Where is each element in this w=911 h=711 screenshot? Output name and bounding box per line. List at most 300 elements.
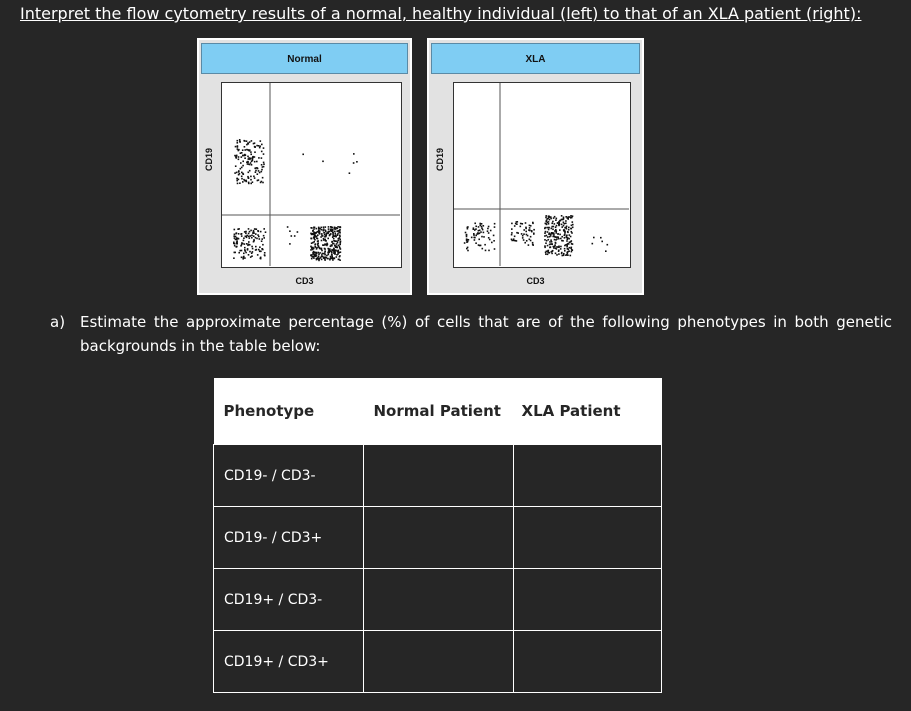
xla-dot — [511, 232, 513, 234]
normal-dot — [333, 257, 335, 259]
xla-dot — [525, 227, 527, 229]
xla-dot — [555, 230, 557, 232]
normal-dot — [312, 252, 314, 254]
normal-dot — [330, 234, 332, 236]
normal-dot — [233, 257, 235, 259]
normal-dot — [241, 167, 243, 169]
xla-dot — [563, 222, 565, 224]
xla-dot — [560, 248, 562, 250]
xla-dot — [515, 223, 517, 225]
normal-dot — [331, 258, 333, 260]
normal-dot — [249, 150, 251, 152]
xla-dot — [554, 244, 556, 246]
xla-dot — [567, 237, 569, 239]
xla-dot — [568, 227, 570, 229]
normal-dot — [321, 259, 323, 261]
normal-dot — [233, 242, 235, 244]
normal-dot — [255, 171, 257, 173]
normal-dot — [251, 237, 253, 239]
normal-dot — [260, 140, 262, 142]
normal-dot — [239, 139, 241, 141]
xla-dot — [493, 240, 495, 242]
normal-dot — [329, 249, 331, 251]
normal-dot — [315, 255, 317, 257]
xla-dot — [523, 233, 525, 235]
normal-dot — [258, 157, 260, 159]
normal-dot — [249, 251, 251, 253]
normal-dot — [318, 260, 320, 262]
xla-dot — [513, 240, 515, 242]
normal-dot — [315, 232, 317, 234]
normal-dot — [248, 172, 250, 174]
xla-dot — [550, 239, 552, 241]
normal-dot — [328, 228, 330, 230]
normal-dot — [310, 246, 312, 248]
xla-dot — [547, 245, 549, 247]
normal-dot — [335, 233, 337, 235]
normal-dot — [248, 183, 250, 185]
normal-dot — [246, 140, 248, 142]
normal-dot — [323, 238, 325, 240]
normal-dot — [336, 240, 338, 242]
normal-dot — [235, 165, 237, 167]
normal-dot — [245, 236, 247, 238]
xla-dot — [564, 235, 566, 237]
normal-dot — [241, 233, 243, 235]
normal-dot — [324, 250, 326, 252]
xla-dot — [571, 247, 573, 249]
normal-dot — [247, 143, 249, 145]
xla-dot — [475, 235, 477, 237]
xla-dot — [549, 236, 551, 238]
normal-dot — [261, 181, 263, 183]
xla-dot — [466, 236, 468, 238]
normal-dot — [238, 149, 240, 151]
xla-dot — [549, 247, 551, 249]
normal-dot — [242, 243, 244, 245]
normal-dot — [302, 154, 304, 156]
xla-dot — [548, 227, 550, 229]
xla-dot — [555, 219, 557, 221]
xla-dot — [545, 215, 547, 217]
xla-dot — [533, 229, 535, 231]
xla-dot — [465, 232, 467, 234]
xla-dot — [558, 225, 560, 227]
xla-dot — [491, 242, 493, 244]
normal-dot — [238, 159, 240, 161]
normal-dot — [319, 252, 321, 254]
normal-dot — [251, 164, 253, 166]
normal-answer-cell[interactable] — [364, 445, 514, 507]
xla-dot — [558, 222, 560, 224]
xla-dot — [570, 236, 572, 238]
normal-dot — [323, 228, 325, 230]
normal-dot — [316, 237, 318, 239]
normal-dot — [250, 176, 252, 178]
normal-dot — [310, 249, 312, 251]
normal-dot — [255, 233, 257, 235]
xla-dot — [517, 221, 519, 223]
normal-answer-cell[interactable] — [364, 569, 514, 631]
xla-dot — [572, 224, 574, 226]
normal-dot — [332, 232, 334, 234]
normal-dot — [336, 247, 338, 249]
normal-dot — [248, 236, 250, 238]
normal-dot — [253, 232, 255, 234]
normal-dot — [289, 230, 291, 232]
normal-dot — [356, 161, 358, 163]
xla-dot — [474, 223, 476, 225]
normal-dot — [318, 255, 320, 257]
xla-dot — [547, 254, 549, 256]
normal-dot — [318, 230, 320, 232]
xla-dot — [478, 230, 480, 232]
normal-dot — [340, 242, 342, 244]
xla-dot — [466, 234, 468, 236]
normal-dot — [248, 233, 250, 235]
normal-dot — [247, 156, 249, 158]
xla-dot — [565, 223, 567, 225]
xla-dot — [544, 239, 546, 241]
xla-dot — [544, 232, 546, 234]
xla-dot — [569, 247, 571, 249]
xla-dot — [478, 239, 480, 241]
normal-dot — [317, 240, 319, 242]
normal-dot — [239, 141, 241, 143]
xla-dot — [555, 242, 557, 244]
xla-dot — [483, 236, 485, 238]
normal-dot — [261, 248, 263, 250]
xla-answer-cell[interactable] — [514, 569, 662, 631]
normal-dot — [340, 251, 342, 253]
xla-dot — [532, 244, 534, 246]
xla-dot — [548, 239, 550, 241]
normal-dot — [331, 252, 333, 254]
normal-dot — [330, 246, 332, 248]
xla-dot — [548, 229, 550, 231]
normal-dot — [339, 235, 341, 237]
normal-dot — [248, 177, 250, 179]
normal-answer-cell[interactable] — [364, 507, 514, 569]
normal-dot — [234, 252, 236, 254]
normal-dot — [338, 250, 340, 252]
normal-dot — [333, 228, 335, 230]
xla-dot — [488, 226, 490, 228]
normal-dot — [331, 241, 333, 243]
normal-x-axis-label: CD3 — [295, 276, 314, 286]
normal-dot — [338, 240, 340, 242]
normal-dot — [234, 237, 236, 239]
xla-dot — [545, 252, 547, 254]
xla-dot — [549, 244, 551, 246]
normal-dot — [257, 254, 259, 256]
normal-dot — [332, 229, 334, 231]
normal-dot — [256, 228, 258, 230]
normal-dot — [258, 236, 260, 238]
normal-dot — [241, 235, 243, 237]
normal-dot — [234, 234, 236, 236]
normal-dot — [248, 228, 250, 230]
xla-dot — [488, 237, 490, 239]
normal-dot — [313, 238, 315, 240]
normal-dot — [321, 254, 323, 256]
normal-dot — [236, 241, 238, 243]
xla-dot — [520, 226, 522, 228]
normal-dot — [337, 242, 339, 244]
normal-dot — [262, 244, 264, 246]
xla-dot — [563, 230, 565, 232]
normal-dot — [249, 170, 251, 172]
normal-dot — [243, 240, 245, 242]
xla-dot — [556, 238, 558, 240]
normal-dot — [258, 231, 260, 233]
xla-dot — [553, 246, 555, 248]
xla-dot — [554, 236, 556, 238]
xla-dot — [557, 222, 559, 224]
xla-dot — [571, 225, 573, 227]
normal-dot — [319, 248, 321, 250]
normal-dot — [238, 233, 240, 235]
normal-dot — [324, 259, 326, 261]
xla-dot — [478, 226, 480, 228]
xla-dot — [547, 251, 549, 253]
normal-dot — [238, 179, 240, 181]
xla-answer-cell[interactable] — [514, 445, 662, 507]
normal-dot — [244, 243, 246, 245]
normal-dot — [257, 234, 259, 236]
xla-dot — [471, 237, 473, 239]
normal-dot — [339, 237, 341, 239]
normal-dot — [256, 238, 258, 240]
normal-dot — [349, 172, 351, 174]
normal-dot — [241, 172, 243, 174]
xla-dot — [552, 221, 554, 223]
normal-dot — [328, 226, 330, 228]
normal-dot — [316, 228, 318, 230]
normal-dot — [236, 243, 238, 245]
normal-dot — [261, 144, 263, 146]
normal-dot — [250, 162, 252, 164]
normal-flow-plot — [197, 38, 412, 295]
normal-dot — [265, 231, 267, 233]
normal-answer-cell[interactable] — [364, 631, 514, 693]
normal-dot — [254, 146, 256, 148]
normal-dot — [322, 253, 324, 255]
normal-dot — [339, 255, 341, 257]
xla-dot — [563, 253, 565, 255]
xla-dot — [563, 218, 565, 220]
xla-dot — [524, 242, 526, 244]
normal-dot — [325, 226, 327, 228]
normal-dot — [254, 177, 256, 179]
normal-dot — [260, 231, 262, 233]
normal-dot — [242, 155, 244, 157]
xla-dot — [552, 232, 554, 234]
xla-dot — [522, 237, 524, 239]
normal-dot — [249, 141, 251, 143]
xla-dot — [477, 232, 479, 234]
xla-dot — [525, 222, 527, 224]
xla-dot — [564, 245, 566, 247]
instructions-heading: Interpret the flow cytometry results of a normal, healthy individual (left) to that of an XLA patient (right): — [20, 4, 862, 23]
xla-dot — [558, 246, 560, 248]
xla-dot — [566, 245, 568, 247]
normal-y-axis-label: CD19 — [204, 147, 214, 171]
xla-dot — [555, 232, 557, 234]
xla-answer-cell[interactable] — [514, 631, 662, 693]
normal-dot — [253, 240, 255, 242]
normal-dot — [249, 159, 251, 161]
normal-dot — [251, 246, 253, 248]
normal-dot — [323, 230, 325, 232]
xla-dot — [547, 236, 549, 238]
normal-dot — [312, 256, 314, 258]
normal-dot — [332, 243, 334, 245]
xla-dot — [545, 220, 547, 222]
xla-answer-cell[interactable] — [514, 507, 662, 569]
normal-dot — [248, 254, 250, 256]
xla-dot — [544, 247, 546, 249]
normal-dot — [251, 140, 253, 142]
normal-dot — [325, 244, 327, 246]
normal-dot — [243, 256, 245, 258]
normal-dot — [334, 231, 336, 233]
xla-dot — [569, 234, 571, 236]
xla-dot — [551, 241, 553, 243]
normal-dot — [246, 243, 248, 245]
xla-dot — [561, 224, 563, 226]
normal-dot — [334, 251, 336, 253]
normal-scatter-svg — [222, 83, 400, 266]
normal-dot — [313, 241, 315, 243]
xla-dot — [479, 232, 481, 234]
normal-dot — [255, 237, 257, 239]
normal-dot — [252, 160, 254, 162]
normal-dot — [327, 231, 329, 233]
normal-dot — [337, 234, 339, 236]
normal-dot — [238, 156, 240, 158]
xla-dot — [556, 246, 558, 248]
xla-dot — [532, 222, 534, 224]
xla-dot — [561, 252, 563, 254]
xla-dot — [567, 253, 569, 255]
normal-dot — [263, 237, 265, 239]
xla-dot — [530, 240, 532, 242]
normal-dot — [333, 252, 335, 254]
normal-dot — [244, 157, 246, 159]
xla-dot — [545, 231, 547, 233]
xla-dot — [551, 243, 553, 245]
normal-dot — [235, 233, 237, 235]
normal-dot — [256, 167, 258, 169]
normal-dot — [353, 153, 355, 155]
xla-dot — [548, 223, 550, 225]
normal-dot — [244, 247, 246, 249]
normal-dot — [251, 252, 253, 254]
normal-dot — [339, 230, 341, 232]
normal-dot — [238, 252, 240, 254]
normal-dot — [262, 182, 264, 184]
normal-dot — [318, 246, 320, 248]
xla-dot — [571, 240, 573, 242]
normal-dot — [321, 248, 323, 250]
normal-dot — [289, 243, 291, 245]
normal-dot — [244, 140, 246, 142]
normal-dot — [321, 229, 323, 231]
xla-dot — [552, 229, 554, 231]
xla-dot — [607, 244, 609, 246]
normal-dot — [250, 256, 252, 258]
xla-dot — [488, 250, 490, 252]
normal-dot — [261, 151, 263, 153]
xla-dot — [570, 215, 572, 217]
table-row — [214, 569, 662, 631]
normal-dot — [317, 243, 319, 245]
phenotype-cell: CD19- / CD3+ — [214, 507, 364, 569]
normal-dot — [336, 227, 338, 229]
xla-dot — [485, 250, 487, 252]
xla-x-axis-label: CD3 — [526, 276, 545, 286]
normal-dot — [256, 161, 258, 163]
normal-dot — [326, 232, 328, 234]
xla-dot — [531, 230, 533, 232]
normal-dot — [234, 243, 236, 245]
normal-dot — [326, 255, 328, 257]
normal-dot — [237, 228, 239, 230]
xla-dot — [551, 253, 553, 255]
normal-dot — [338, 245, 340, 247]
normal-dot — [333, 238, 335, 240]
xla-dot — [475, 242, 477, 244]
xla-dot — [558, 253, 560, 255]
normal-dot — [329, 251, 331, 253]
normal-dot — [237, 145, 239, 147]
table-row — [214, 445, 662, 507]
xla-dot — [561, 226, 563, 228]
question-text: Estimate the approximate percentage (%) of cells that are of the following phenotypes in both genetic backgrounds in the table below: — [80, 313, 892, 355]
xla-dot — [511, 240, 513, 242]
normal-dot — [320, 227, 322, 229]
xla-dot — [488, 232, 490, 234]
normal-dot — [259, 238, 261, 240]
xla-dot — [523, 239, 525, 241]
normal-dot — [327, 238, 329, 240]
normal-dot — [250, 235, 252, 237]
normal-dot — [258, 249, 260, 251]
xla-dot — [521, 233, 523, 235]
table-row — [214, 507, 662, 569]
normal-dot — [261, 157, 263, 159]
xla-dot — [545, 217, 547, 219]
normal-dot — [310, 227, 312, 229]
normal-dot — [334, 245, 336, 247]
xla-dot — [564, 237, 566, 239]
normal-dot — [256, 249, 258, 251]
normal-dot — [287, 226, 289, 228]
xla-dot — [569, 241, 571, 243]
normal-dot — [319, 228, 321, 230]
normal-dot — [247, 249, 249, 251]
xla-dot — [570, 255, 572, 257]
normal-dot — [262, 177, 264, 179]
normal-dot — [245, 233, 247, 235]
normal-dot — [317, 252, 319, 254]
normal-dot — [244, 149, 246, 151]
xla-dot — [514, 236, 516, 238]
xla-dot — [494, 248, 496, 250]
xla-dot — [475, 226, 477, 228]
normal-dot — [337, 226, 339, 228]
